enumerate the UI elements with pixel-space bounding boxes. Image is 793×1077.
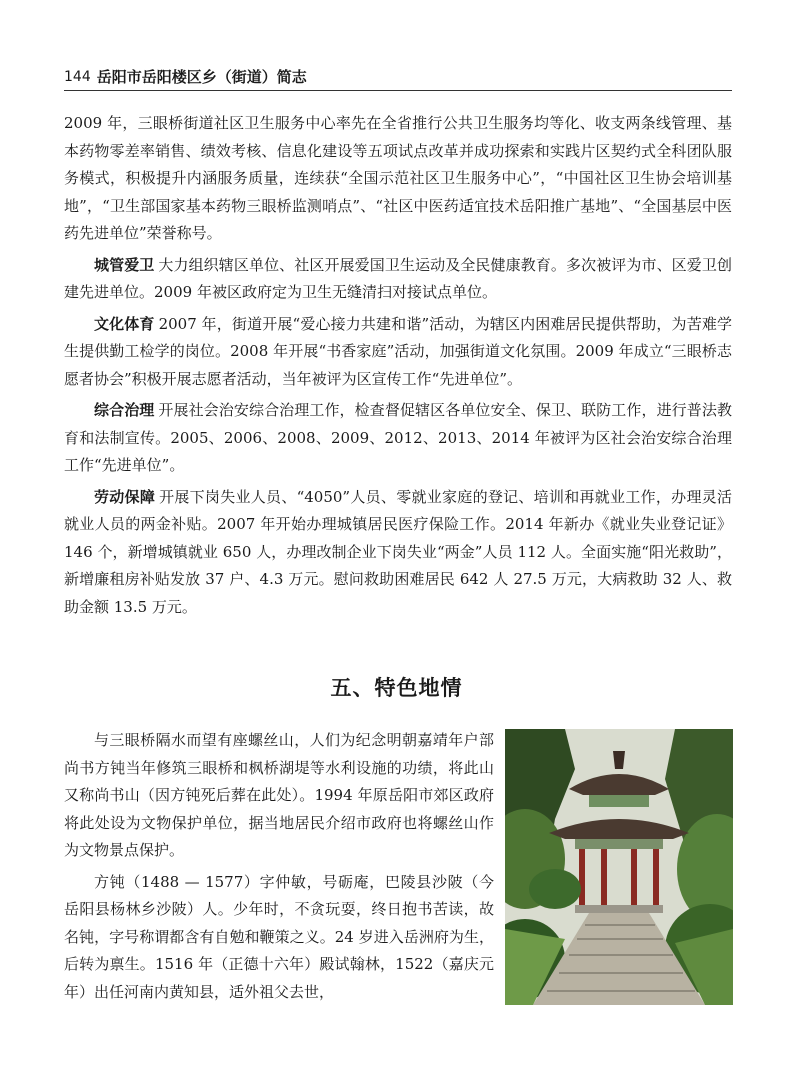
running-header: [64, 64, 732, 91]
paragraph-health: [64, 110, 732, 248]
paragraph-keyword: 城管爱卫: [94, 255, 155, 274]
paragraph-labor-security: [64, 484, 732, 622]
paragraph-text: 2007 年，街道开展“爱心接力共建和谐”活动，为辖区内困难居民提供帮助，为苦难学生提供勤工检学的岗位。2008 年开展“书香家庭”活动，加强街道文化氛围。2009 年成立“三眼桥志愿者协会”积极开展志愿者活动，当年被评为区宣传工作“先进单位”。: [64, 314, 732, 388]
section-paragraph: 方钝（1488 — 1577）字仲敏，号砺庵，巴陵县沙陂（今岳阳县杨林乡沙陂）人。少年时，不贪玩耍，终日抱书苦读，故名钝，字号称谓都含有自勉和鞭策之义。24 岁进入岳洲府为生，后转为禀生。1516 年（正德十六年）殿试翰林，1522（嘉庆元年）出任河南内黄知县，适外祖父去世，: [64, 872, 494, 1001]
paragraph-text: 开展下岗失业人员、“4050”人员、零就业家庭的登记、培训和再就业工作，办理灵活就业人员的两金补贴。2007 年开始办理城镇居民医疗保险工作。2014 年新办《就业失业登记证》146 个，新增城镇就业 650 人，办理改制企业下岗失业“两金”人员 112 人。全面实施“阳光救助”，新增廉租房补贴发放 37 户、4.3 万元。慰问救助困难居民 642 人 27.5 万元，大病救助 32 人、救助金额 13.5 万元。: [64, 487, 732, 616]
pavilion-illustration: [505, 729, 733, 1005]
paragraph-text: 大力组织辖区单位、社区开展爱国卫生运动及全民健康教育。多次被评为市、区爱卫创建先进单位。2009 年被区政府定为卫生无缝清扫对接试点单位。: [64, 255, 732, 301]
paragraph-text: 2009 年，三眼桥街道社区卫生服务中心率先在全省推行公共卫生服务均等化、收支两条线管理、基本药物零差率销售、绩效考核、信息化建设等五项试点改革并成功探索和实践片区契约式全科团队服务模式，积极提升内涵服务质量，连续获“全国示范社区卫生服务中心”，“中国社区卫生协会培训基地”，“卫生部国家基本药物三眼桥监测哨点”、“社区中医药适宜技术岳阳推广基地”、“全国基层中医药先进单位”荣誉称号。: [64, 114, 732, 242]
running-title: 岳阳市岳阳楼区乡（街道）简志: [96, 68, 307, 86]
pillar: [653, 849, 659, 905]
main-body-text: [64, 110, 732, 625]
paragraph-public-security: [64, 397, 732, 480]
paragraph-keyword: 综合治理: [94, 401, 155, 419]
upper-frieze: [589, 795, 649, 807]
section-body-text: [64, 727, 494, 1010]
pavilion-photo: [505, 729, 733, 1005]
roof-finial: [613, 751, 625, 769]
page-number: 144: [64, 69, 91, 85]
pillar: [579, 849, 585, 905]
pillar: [601, 849, 607, 905]
bush: [529, 869, 581, 909]
paragraph-city-sanitation: [64, 252, 732, 307]
lower-frieze: [575, 839, 663, 849]
paragraph-keyword: 劳动保障: [94, 487, 156, 506]
section-title: 五、特色地情: [330, 676, 463, 700]
section-paragraph: 与三眼桥隔水而望有座螺丝山，人们为纪念明朝嘉靖年户部尚书方钝当年修筑三眼桥和枫桥湖堤等水利设施的功绩，将此山又称尚书山（因方钝死后葬在此处）。1994 年原岳阳市郊区政府将此处设为文物保护单位，据当地居民介绍市政府也将螺丝山作为文物景点保护。: [64, 731, 494, 859]
paragraph-text: 开展社会治安综合治理工作，检查督促辖区各单位安全、保卫、联防工作，进行普法教育和法制宣传。2005、2006、2008、2009、2012、2013、2014 年被评为区社会治安综合治理工作“先进单位”。: [64, 401, 732, 474]
pavilion-base: [575, 905, 663, 913]
paragraph-culture-sports: [64, 311, 732, 394]
paragraph-keyword: 文化体育: [94, 314, 155, 333]
pillar: [631, 849, 637, 905]
